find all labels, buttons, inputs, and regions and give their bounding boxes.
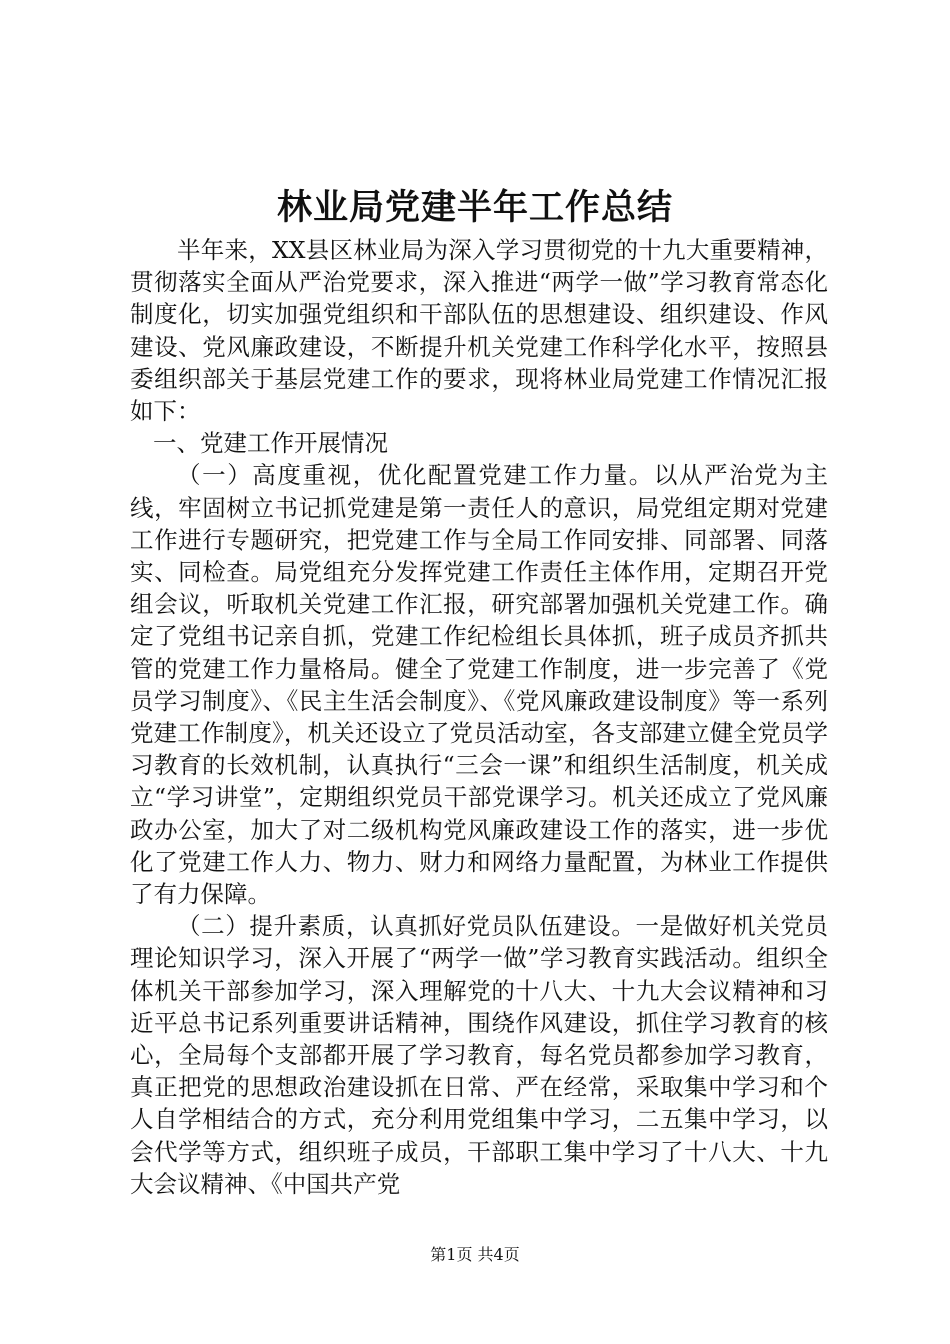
body-paragraph: （二）提升素质，认真抓好党员队伍建设。一是做好机关党员理论知识学习，深入开展了“两学一做”学习教育实践活动。组织全体机关干部参加学习，深入理解党的十八大、十九大会议精神和习近平总书记系列重要讲话精神，围绕作风建设，抓住学习教育的核心，全局每个支部都开展了学习教育，每名党员都参加学习教育，真正把党的思想政治建设抓在日常、严在经常，采取集中学习和个人自学相结合的方式，充分利用党组集中学习，二五集中学习，以会代学等方式，组织班子成员，干部职工集中学习了十八大、十九大会议精神、《中国共产党	[130, 912, 828, 1198]
body-paragraph: （一）高度重视，优化配置党建工作力量。以从严治党为主线，牢固树立书记抓党建是第一责任人的意识，局党组定期对党建工作进行专题研究，把党建工作与全局工作同安排、同部署、同落实、同检查。局党组充分发挥党建工作责任主体作用，定期召开党组会议，听取机关党建工作汇报，研究部署加强机关党建工作。确定了党组书记亲自抓，党建工作纪检组长具体抓，班子成员齐抓共管的党建工作力量格局。健全了党建工作制度，进一步完善了《党员学习制度》、《民主生活会制度》、《党风廉政建设制度》等一系列党建工作制度》，机关还设立了党员活动室，各支部建立健全党员学习教育的长效机制，认真执行“三会一课”和组织生活制度，机关成立“学习讲堂”，定期组织党员干部党课学习。机关还成立了党风廉政办公室，加大了对二级机构党风廉政建设工作的落实，进一步优化了党建工作人力、物力、财力和网络力量配置，为林业工作提供了有力保障。	[130, 461, 828, 909]
page-footer	[0, 1244, 950, 1266]
intro-paragraph: 半年来，XX县区林业局为深入学习贯彻党的十九大重要精神，贯彻落实全面从严治党要求，深入推进“两学一做”学习教育常态化制度化，切实加强党组织和干部队伍的思想建设、组织建设、作风建设、党风廉政建设，不断提升机关党建工作科学化水平，按照县委组织部关于基层党建工作的要求，现将林业局党建工作情况汇报如下：	[130, 236, 828, 426]
section-heading: 一、党建工作开展情况	[153, 429, 388, 458]
document-body	[130, 234, 828, 1200]
page-number: 第1页 共4页	[430, 1245, 520, 1264]
document-title: 林业局党建半年工作总结	[276, 187, 673, 228]
